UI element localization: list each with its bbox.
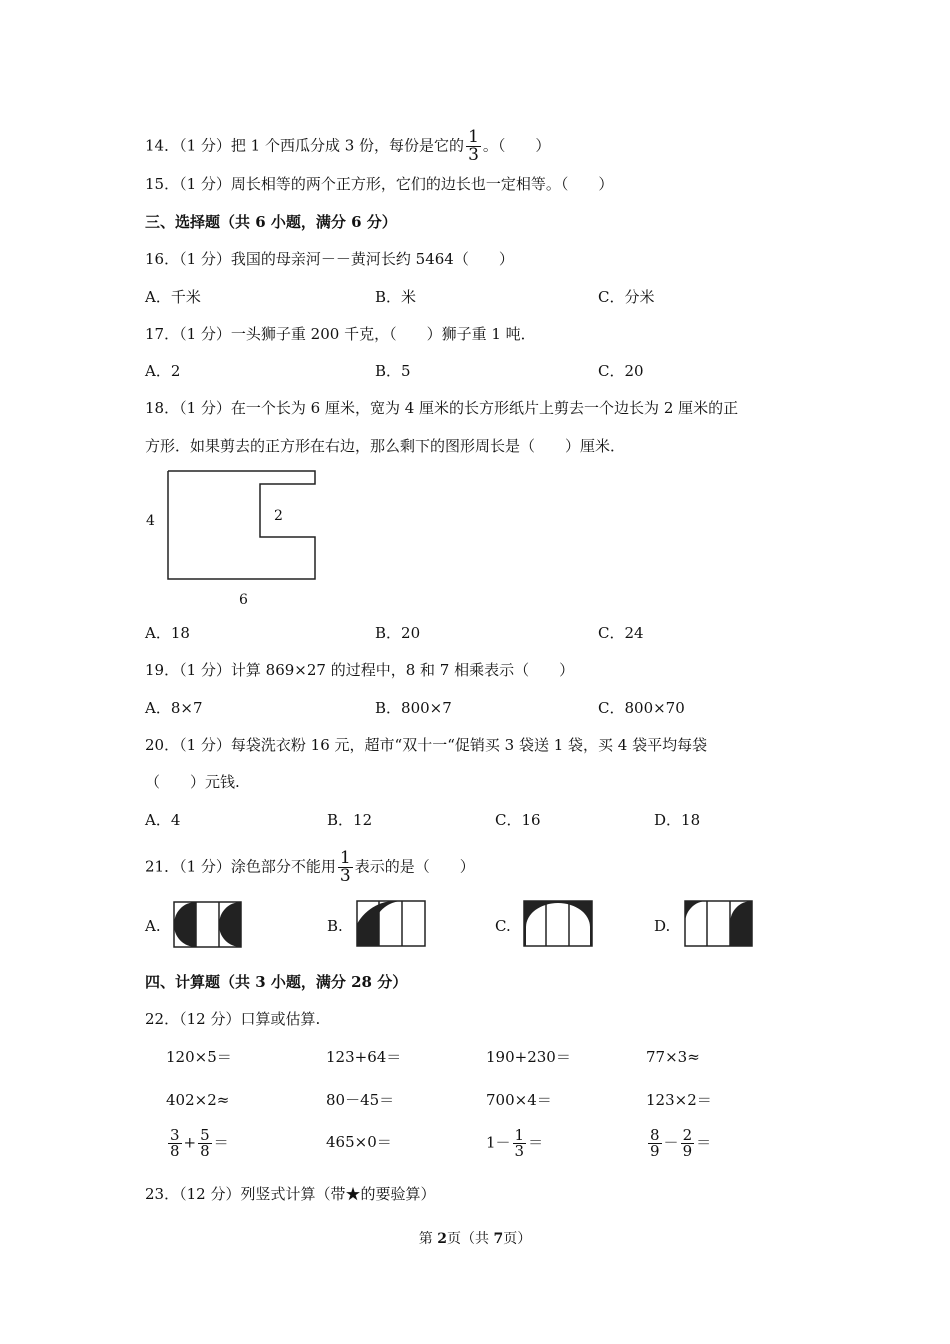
option-b: B．800×7: [375, 699, 452, 717]
shaded-figure-c: [522, 899, 595, 949]
question-15: 15．（1 分）周长相等的两个正方形，它们的边长也一定相等。（ ）: [145, 175, 614, 193]
option-c: C.: [495, 917, 511, 935]
fraction: $\frac{5}{8}$: [200, 1126, 210, 1160]
fraction: $\frac{1}{3}$: [339, 848, 351, 886]
calc-item: 80－45＝: [326, 1091, 395, 1109]
option-c: C．分米: [598, 288, 655, 306]
question-20-line1: 20．（1 分）每袋洗衣粉 16 元，超市“双十一“促销买 3 袋送 1 袋，买 4 袋平均每袋: [145, 736, 708, 754]
option-c: C．800×70: [598, 699, 685, 717]
option-c: C．16: [495, 811, 541, 829]
calc-item: 123+64＝: [326, 1048, 402, 1066]
figure-label-width: 4: [146, 513, 155, 529]
question-14: 14．（1 分）把 1 个西瓜分成 3 份，每份是它的 $\frac{1}{3}$ 。（ ）: [145, 127, 551, 165]
question-23: 23．（12 分）列竖式计算（带★的要验算）: [145, 1185, 436, 1203]
option-b: B．5: [375, 362, 411, 380]
calc-item: 700×4＝: [486, 1091, 552, 1109]
option-a: A．千米: [145, 288, 201, 306]
calc-item-fraction-sum: $\frac{3}{8}$ + $\frac{5}{8}$ ＝: [170, 1126, 229, 1160]
question-17: 17．（1 分）一头狮子重 200 千克，（ ）狮子重 1 吨．: [145, 325, 536, 343]
calc-item: 123×2＝: [646, 1091, 712, 1109]
figure-label-cut: 2: [274, 508, 283, 524]
shaded-figure-a: [172, 900, 244, 950]
question-21: 21．（1 分）涂色部分不能用 $\frac{1}{3}$ 表示的是（ ）: [145, 848, 475, 886]
calc-item: 190+230＝: [486, 1048, 571, 1066]
option-b: B.: [327, 917, 343, 935]
fraction: $\frac{1}{3}$: [468, 127, 479, 165]
calc-item-fraction-diff: $\frac{8}{9}$ － $\frac{2}{9}$ ＝: [650, 1126, 712, 1160]
option-a: A.: [145, 917, 161, 935]
fraction: $\frac{1}{3}$: [514, 1126, 525, 1160]
calc-item: 77×3≈: [646, 1048, 700, 1066]
shaded-figure-b: [355, 899, 428, 949]
question-18-line1: 18．（1 分）在一个长为 6 厘米，宽为 4 厘米的长方形纸片上剪去一个边长为 2 厘米的正: [145, 399, 739, 417]
fraction: $\frac{2}{9}$: [682, 1126, 693, 1160]
question-18-line2: 方形．如果剪去的正方形在右边，那么剩下的图形周长是（ ）厘米．: [145, 437, 626, 455]
option-a: A．2: [145, 362, 181, 380]
option-d: D．18: [654, 811, 701, 829]
calc-item: 402×2≈: [166, 1091, 230, 1109]
section-3-title: 三、选择题（共 6 小题，满分 6 分）: [145, 213, 397, 231]
option-d: D.: [654, 917, 671, 935]
option-b: B．12: [327, 811, 373, 829]
figure-label-length: 6: [239, 592, 248, 608]
calc-item-fraction-diff: 1－ $\frac{1}{3}$ ＝: [486, 1126, 544, 1160]
option-a: A．18: [145, 624, 190, 642]
question-22: 22．（12 分）口算或估算.: [145, 1010, 321, 1028]
option-a: A．8×7: [145, 699, 203, 717]
question-16: 16．（1 分）我国的母亲河－－黄河长约 5464（ ）: [145, 250, 514, 268]
option-c: C．24: [598, 624, 644, 642]
question-19: 19．（1 分）计算 869×27 的过程中，8 和 7 相乘表示（ ）: [145, 661, 575, 679]
fraction: $\frac{8}{9}$: [650, 1126, 660, 1160]
option-b: B．20: [375, 624, 421, 642]
page-footer: 第 2页（共 7页）: [418, 1231, 532, 1247]
section-4-title: 四、计算题（共 3 小题，满分 28 分）: [145, 973, 408, 991]
fraction: $\frac{3}{8}$: [170, 1126, 180, 1160]
option-c: C．20: [598, 362, 644, 380]
question-20-line2: （ ）元钱.: [145, 773, 240, 791]
option-b: B．米: [375, 288, 417, 306]
calc-item: 120×5＝: [166, 1048, 232, 1066]
shaded-figure-d: [683, 899, 756, 949]
calc-item: 465×0＝: [326, 1133, 392, 1151]
option-a: A．4: [145, 811, 181, 829]
